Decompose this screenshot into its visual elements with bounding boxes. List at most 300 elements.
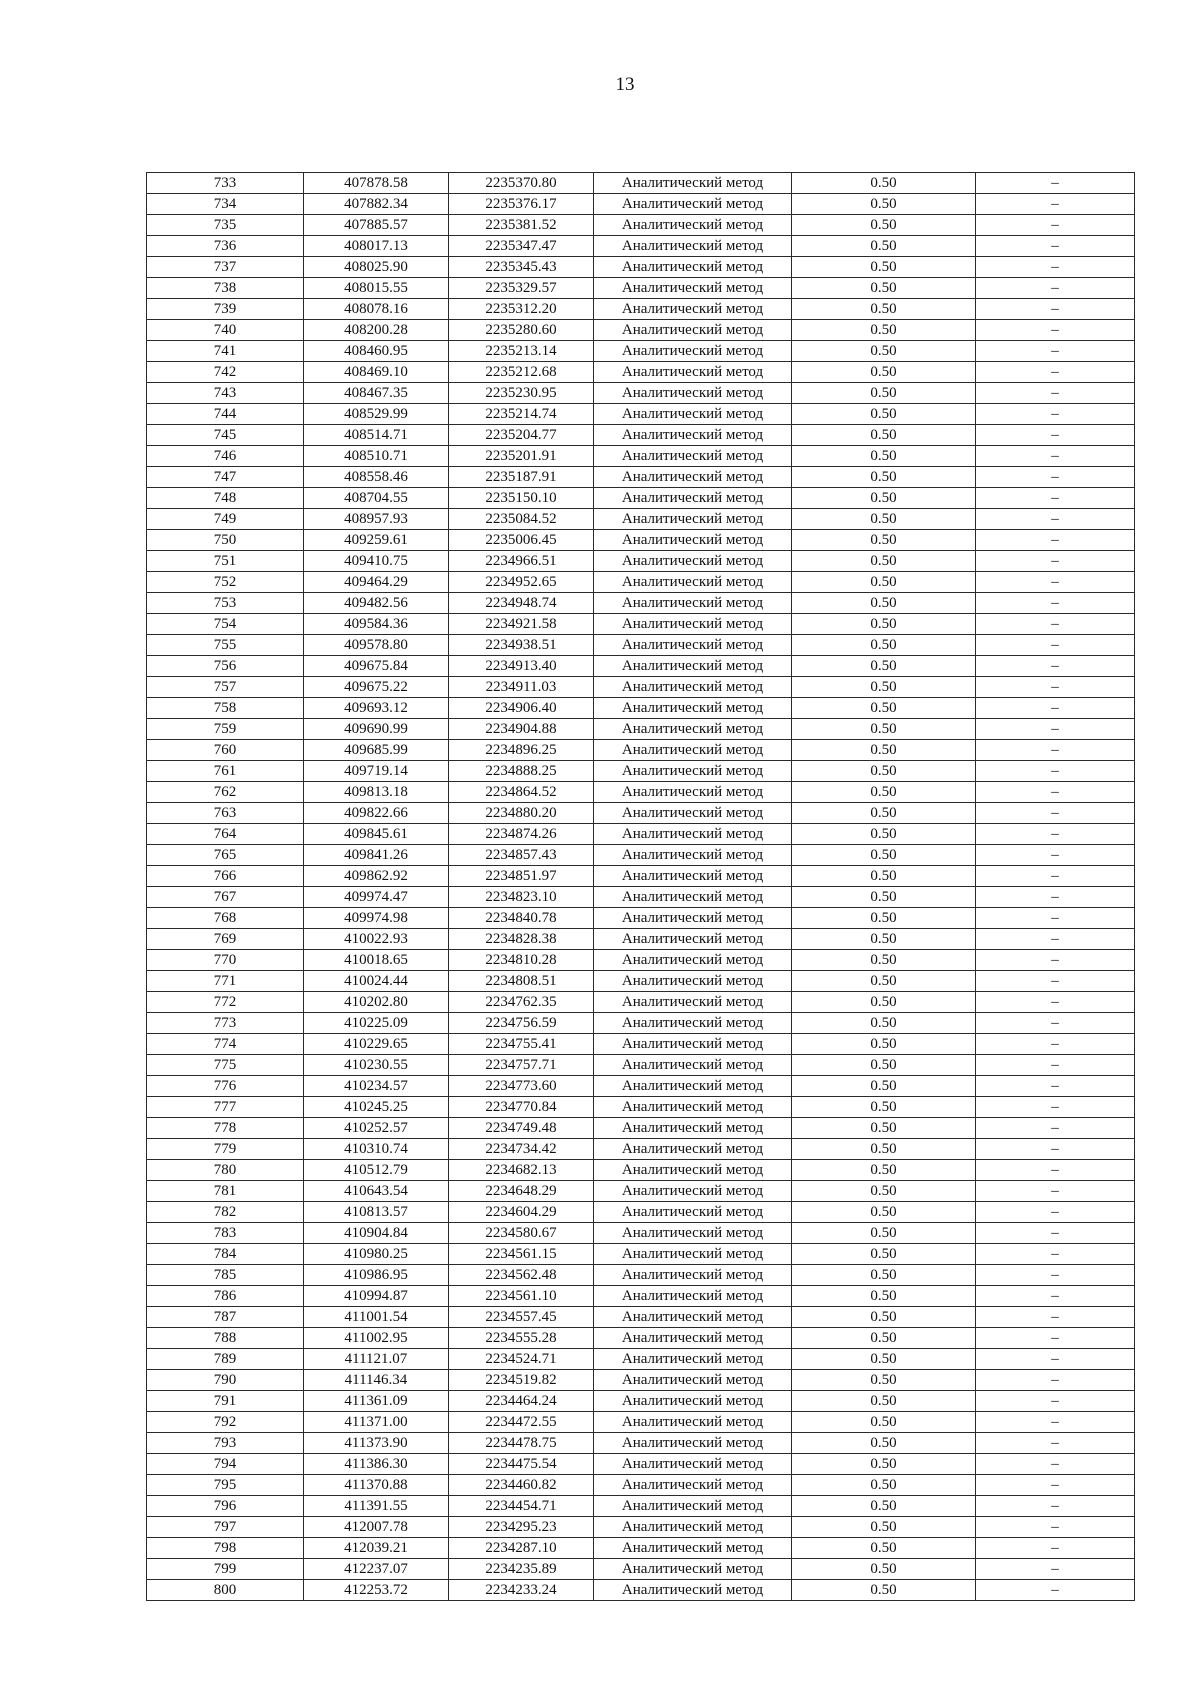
- point-number-cell: 749: [147, 509, 304, 530]
- y-coordinate-cell: 2235212.68: [449, 362, 594, 383]
- note-cell: –: [976, 1139, 1135, 1160]
- y-coordinate-cell: 2235187.91: [449, 467, 594, 488]
- method-cell: Аналитический метод: [594, 1580, 792, 1601]
- accuracy-cell: 0.50: [792, 257, 976, 278]
- note-cell: –: [976, 1265, 1135, 1286]
- x-coordinate-cell: 408514.71: [304, 425, 449, 446]
- point-number-cell: 737: [147, 257, 304, 278]
- point-number-cell: 794: [147, 1454, 304, 1475]
- accuracy-cell: 0.50: [792, 635, 976, 656]
- table-row: [147, 341, 1135, 362]
- table-row: [147, 782, 1135, 803]
- note-cell: –: [976, 950, 1135, 971]
- point-number-cell: 774: [147, 1034, 304, 1055]
- method-cell: Аналитический метод: [594, 614, 792, 635]
- note-cell: –: [976, 383, 1135, 404]
- table-row: [147, 824, 1135, 845]
- table-row: [147, 1013, 1135, 1034]
- y-coordinate-cell: 2235347.47: [449, 236, 594, 257]
- note-cell: –: [976, 362, 1135, 383]
- x-coordinate-cell: 410022.93: [304, 929, 449, 950]
- coordinates-table: [146, 172, 1135, 1601]
- note-cell: –: [976, 1181, 1135, 1202]
- accuracy-cell: 0.50: [792, 278, 976, 299]
- accuracy-cell: 0.50: [792, 1370, 976, 1391]
- x-coordinate-cell: 410230.55: [304, 1055, 449, 1076]
- y-coordinate-cell: 2234519.82: [449, 1370, 594, 1391]
- y-coordinate-cell: 2234464.24: [449, 1391, 594, 1412]
- method-cell: Аналитический метод: [594, 656, 792, 677]
- point-number-cell: 795: [147, 1475, 304, 1496]
- method-cell: Аналитический метод: [594, 1307, 792, 1328]
- method-cell: Аналитический метод: [594, 698, 792, 719]
- accuracy-cell: 0.50: [792, 383, 976, 404]
- accuracy-cell: 0.50: [792, 1055, 976, 1076]
- accuracy-cell: 0.50: [792, 1454, 976, 1475]
- note-cell: –: [976, 698, 1135, 719]
- point-number-cell: 773: [147, 1013, 304, 1034]
- table-row: [147, 950, 1135, 971]
- y-coordinate-cell: 2234864.52: [449, 782, 594, 803]
- note-cell: –: [976, 1370, 1135, 1391]
- table-row: [147, 1118, 1135, 1139]
- point-number-cell: 759: [147, 719, 304, 740]
- y-coordinate-cell: 2234478.75: [449, 1433, 594, 1454]
- note-cell: –: [976, 1517, 1135, 1538]
- x-coordinate-cell: 410234.57: [304, 1076, 449, 1097]
- accuracy-cell: 0.50: [792, 509, 976, 530]
- table-row: [147, 488, 1135, 509]
- note-cell: –: [976, 887, 1135, 908]
- accuracy-cell: 0.50: [792, 173, 976, 194]
- y-coordinate-cell: 2235150.10: [449, 488, 594, 509]
- y-coordinate-cell: 2234233.24: [449, 1580, 594, 1601]
- table-row: [147, 467, 1135, 488]
- x-coordinate-cell: 410225.09: [304, 1013, 449, 1034]
- x-coordinate-cell: 410904.84: [304, 1223, 449, 1244]
- accuracy-cell: 0.50: [792, 1286, 976, 1307]
- table-row: [147, 1076, 1135, 1097]
- x-coordinate-cell: 409675.22: [304, 677, 449, 698]
- point-number-cell: 776: [147, 1076, 304, 1097]
- y-coordinate-cell: 2235230.95: [449, 383, 594, 404]
- table-row: [147, 1160, 1135, 1181]
- accuracy-cell: 0.50: [792, 1580, 976, 1601]
- x-coordinate-cell: 409693.12: [304, 698, 449, 719]
- x-coordinate-cell: 408015.55: [304, 278, 449, 299]
- method-cell: Аналитический метод: [594, 1475, 792, 1496]
- y-coordinate-cell: 2234851.97: [449, 866, 594, 887]
- accuracy-cell: 0.50: [792, 404, 976, 425]
- x-coordinate-cell: 408469.10: [304, 362, 449, 383]
- table-row: [147, 803, 1135, 824]
- table-row: [147, 446, 1135, 467]
- accuracy-cell: 0.50: [792, 1118, 976, 1139]
- point-number-cell: 769: [147, 929, 304, 950]
- x-coordinate-cell: 407878.58: [304, 173, 449, 194]
- table-row: [147, 971, 1135, 992]
- note-cell: –: [976, 1391, 1135, 1412]
- method-cell: Аналитический метод: [594, 1391, 792, 1412]
- table-row: [147, 1097, 1135, 1118]
- y-coordinate-cell: 2234906.40: [449, 698, 594, 719]
- table-row: [147, 1538, 1135, 1559]
- table-row: [147, 383, 1135, 404]
- method-cell: Аналитический метод: [594, 803, 792, 824]
- method-cell: Аналитический метод: [594, 845, 792, 866]
- y-coordinate-cell: 2234454.71: [449, 1496, 594, 1517]
- accuracy-cell: 0.50: [792, 866, 976, 887]
- table-row: [147, 215, 1135, 236]
- note-cell: –: [976, 572, 1135, 593]
- x-coordinate-cell: 410310.74: [304, 1139, 449, 1160]
- point-number-cell: 792: [147, 1412, 304, 1433]
- table-row: [147, 1055, 1135, 1076]
- x-coordinate-cell: 411121.07: [304, 1349, 449, 1370]
- y-coordinate-cell: 2234948.74: [449, 593, 594, 614]
- point-number-cell: 768: [147, 908, 304, 929]
- table-row: [147, 1454, 1135, 1475]
- y-coordinate-cell: 2234580.67: [449, 1223, 594, 1244]
- accuracy-cell: 0.50: [792, 446, 976, 467]
- accuracy-cell: 0.50: [792, 1265, 976, 1286]
- point-number-cell: 787: [147, 1307, 304, 1328]
- accuracy-cell: 0.50: [792, 299, 976, 320]
- point-number-cell: 754: [147, 614, 304, 635]
- note-cell: –: [976, 845, 1135, 866]
- accuracy-cell: 0.50: [792, 782, 976, 803]
- table-row: [147, 929, 1135, 950]
- method-cell: Аналитический метод: [594, 236, 792, 257]
- accuracy-cell: 0.50: [792, 824, 976, 845]
- accuracy-cell: 0.50: [792, 1076, 976, 1097]
- x-coordinate-cell: 409578.80: [304, 635, 449, 656]
- note-cell: –: [976, 719, 1135, 740]
- accuracy-cell: 0.50: [792, 1412, 976, 1433]
- table-row: [147, 1202, 1135, 1223]
- x-coordinate-cell: 412237.07: [304, 1559, 449, 1580]
- note-cell: –: [976, 1013, 1135, 1034]
- accuracy-cell: 0.50: [792, 551, 976, 572]
- x-coordinate-cell: 408078.16: [304, 299, 449, 320]
- x-coordinate-cell: 409845.61: [304, 824, 449, 845]
- note-cell: –: [976, 614, 1135, 635]
- table-row: [147, 1328, 1135, 1349]
- note-cell: –: [976, 1412, 1135, 1433]
- method-cell: Аналитический метод: [594, 1055, 792, 1076]
- table-row: [147, 1559, 1135, 1580]
- method-cell: Аналитический метод: [594, 1118, 792, 1139]
- table-row: [147, 1370, 1135, 1391]
- point-number-cell: 771: [147, 971, 304, 992]
- point-number-cell: 784: [147, 1244, 304, 1265]
- y-coordinate-cell: 2234938.51: [449, 635, 594, 656]
- method-cell: Аналитический метод: [594, 362, 792, 383]
- y-coordinate-cell: 2235381.52: [449, 215, 594, 236]
- note-cell: –: [976, 761, 1135, 782]
- y-coordinate-cell: 2234880.20: [449, 803, 594, 824]
- point-number-cell: 791: [147, 1391, 304, 1412]
- accuracy-cell: 0.50: [792, 929, 976, 950]
- point-number-cell: 761: [147, 761, 304, 782]
- note-cell: –: [976, 1538, 1135, 1559]
- page-number: 13: [615, 74, 635, 95]
- accuracy-cell: 0.50: [792, 1013, 976, 1034]
- y-coordinate-cell: 2235329.57: [449, 278, 594, 299]
- x-coordinate-cell: 410252.57: [304, 1118, 449, 1139]
- x-coordinate-cell: 411361.09: [304, 1391, 449, 1412]
- method-cell: Аналитический метод: [594, 341, 792, 362]
- y-coordinate-cell: 2235280.60: [449, 320, 594, 341]
- accuracy-cell: 0.50: [792, 320, 976, 341]
- table-row: [147, 404, 1135, 425]
- accuracy-cell: 0.50: [792, 1559, 976, 1580]
- note-cell: –: [976, 299, 1135, 320]
- note-cell: –: [976, 971, 1135, 992]
- x-coordinate-cell: 408460.95: [304, 341, 449, 362]
- method-cell: Аналитический метод: [594, 1076, 792, 1097]
- method-cell: Аналитический метод: [594, 908, 792, 929]
- y-coordinate-cell: 2234770.84: [449, 1097, 594, 1118]
- y-coordinate-cell: 2235006.45: [449, 530, 594, 551]
- x-coordinate-cell: 409410.75: [304, 551, 449, 572]
- note-cell: –: [976, 1034, 1135, 1055]
- y-coordinate-cell: 2235312.20: [449, 299, 594, 320]
- accuracy-cell: 0.50: [792, 194, 976, 215]
- y-coordinate-cell: 2234561.10: [449, 1286, 594, 1307]
- table-row: [147, 677, 1135, 698]
- point-number-cell: 764: [147, 824, 304, 845]
- accuracy-cell: 0.50: [792, 1244, 976, 1265]
- x-coordinate-cell: 410245.25: [304, 1097, 449, 1118]
- table-row: [147, 1433, 1135, 1454]
- table-row: [147, 1181, 1135, 1202]
- table-row: [147, 887, 1135, 908]
- accuracy-cell: 0.50: [792, 677, 976, 698]
- accuracy-cell: 0.50: [792, 1160, 976, 1181]
- accuracy-cell: 0.50: [792, 719, 976, 740]
- point-number-cell: 782: [147, 1202, 304, 1223]
- table-row: [147, 908, 1135, 929]
- table-row: [147, 1517, 1135, 1538]
- note-cell: –: [976, 1349, 1135, 1370]
- table-row: [147, 845, 1135, 866]
- y-coordinate-cell: 2235204.77: [449, 425, 594, 446]
- table-row: [147, 992, 1135, 1013]
- point-number-cell: 740: [147, 320, 304, 341]
- y-coordinate-cell: 2235376.17: [449, 194, 594, 215]
- method-cell: Аналитический метод: [594, 1370, 792, 1391]
- y-coordinate-cell: 2234287.10: [449, 1538, 594, 1559]
- y-coordinate-cell: 2235201.91: [449, 446, 594, 467]
- method-cell: Аналитический метод: [594, 1517, 792, 1538]
- method-cell: Аналитический метод: [594, 467, 792, 488]
- note-cell: –: [976, 593, 1135, 614]
- y-coordinate-cell: 2234904.88: [449, 719, 594, 740]
- y-coordinate-cell: 2234755.41: [449, 1034, 594, 1055]
- accuracy-cell: 0.50: [792, 425, 976, 446]
- note-cell: –: [976, 656, 1135, 677]
- table-row: [147, 1412, 1135, 1433]
- y-coordinate-cell: 2234808.51: [449, 971, 594, 992]
- note-cell: –: [976, 803, 1135, 824]
- method-cell: Аналитический метод: [594, 866, 792, 887]
- point-number-cell: 798: [147, 1538, 304, 1559]
- x-coordinate-cell: 409675.84: [304, 656, 449, 677]
- note-cell: –: [976, 1118, 1135, 1139]
- note-cell: –: [976, 1076, 1135, 1097]
- accuracy-cell: 0.50: [792, 1307, 976, 1328]
- point-number-cell: 767: [147, 887, 304, 908]
- x-coordinate-cell: 410986.95: [304, 1265, 449, 1286]
- y-coordinate-cell: 2234857.43: [449, 845, 594, 866]
- accuracy-cell: 0.50: [792, 614, 976, 635]
- table-row: [147, 1349, 1135, 1370]
- accuracy-cell: 0.50: [792, 1433, 976, 1454]
- x-coordinate-cell: 409813.18: [304, 782, 449, 803]
- accuracy-cell: 0.50: [792, 572, 976, 593]
- table-row: [147, 530, 1135, 551]
- method-cell: Аналитический метод: [594, 1328, 792, 1349]
- note-cell: –: [976, 635, 1135, 656]
- note-cell: –: [976, 992, 1135, 1013]
- method-cell: Аналитический метод: [594, 782, 792, 803]
- x-coordinate-cell: 408510.71: [304, 446, 449, 467]
- x-coordinate-cell: 409719.14: [304, 761, 449, 782]
- table-row: [147, 194, 1135, 215]
- point-number-cell: 746: [147, 446, 304, 467]
- point-number-cell: 780: [147, 1160, 304, 1181]
- table-row: [147, 320, 1135, 341]
- point-number-cell: 778: [147, 1118, 304, 1139]
- method-cell: Аналитический метод: [594, 1202, 792, 1223]
- method-cell: Аналитический метод: [594, 1349, 792, 1370]
- method-cell: Аналитический метод: [594, 1034, 792, 1055]
- table-row: [147, 761, 1135, 782]
- point-number-cell: 747: [147, 467, 304, 488]
- table-row: [147, 1580, 1135, 1601]
- x-coordinate-cell: 411370.88: [304, 1475, 449, 1496]
- accuracy-cell: 0.50: [792, 236, 976, 257]
- x-coordinate-cell: 411373.90: [304, 1433, 449, 1454]
- point-number-cell: 741: [147, 341, 304, 362]
- y-coordinate-cell: 2234562.48: [449, 1265, 594, 1286]
- point-number-cell: 755: [147, 635, 304, 656]
- table-row: [147, 173, 1135, 194]
- method-cell: Аналитический метод: [594, 1454, 792, 1475]
- method-cell: Аналитический метод: [594, 446, 792, 467]
- x-coordinate-cell: 408025.90: [304, 257, 449, 278]
- y-coordinate-cell: 2234913.40: [449, 656, 594, 677]
- note-cell: –: [976, 929, 1135, 950]
- x-coordinate-cell: 412039.21: [304, 1538, 449, 1559]
- y-coordinate-cell: 2234911.03: [449, 677, 594, 698]
- y-coordinate-cell: 2234952.65: [449, 572, 594, 593]
- x-coordinate-cell: 407882.34: [304, 194, 449, 215]
- y-coordinate-cell: 2234840.78: [449, 908, 594, 929]
- note-cell: –: [976, 320, 1135, 341]
- table-row: [147, 740, 1135, 761]
- method-cell: Аналитический метод: [594, 824, 792, 845]
- point-number-cell: 757: [147, 677, 304, 698]
- y-coordinate-cell: 2234756.59: [449, 1013, 594, 1034]
- note-cell: –: [976, 257, 1135, 278]
- x-coordinate-cell: 411002.95: [304, 1328, 449, 1349]
- x-coordinate-cell: 412007.78: [304, 1517, 449, 1538]
- accuracy-cell: 0.50: [792, 950, 976, 971]
- x-coordinate-cell: 412253.72: [304, 1580, 449, 1601]
- accuracy-cell: 0.50: [792, 467, 976, 488]
- table-row: [147, 551, 1135, 572]
- table-row: [147, 1286, 1135, 1307]
- method-cell: Аналитический метод: [594, 1265, 792, 1286]
- y-coordinate-cell: 2234828.38: [449, 929, 594, 950]
- y-coordinate-cell: 2234682.13: [449, 1160, 594, 1181]
- table-row: [147, 236, 1135, 257]
- point-number-cell: 734: [147, 194, 304, 215]
- method-cell: Аналитический метод: [594, 509, 792, 530]
- y-coordinate-cell: 2234472.55: [449, 1412, 594, 1433]
- accuracy-cell: 0.50: [792, 845, 976, 866]
- point-number-cell: 735: [147, 215, 304, 236]
- note-cell: –: [976, 446, 1135, 467]
- note-cell: –: [976, 173, 1135, 194]
- table-row: [147, 572, 1135, 593]
- x-coordinate-cell: 410202.80: [304, 992, 449, 1013]
- note-cell: –: [976, 740, 1135, 761]
- x-coordinate-cell: 407885.57: [304, 215, 449, 236]
- method-cell: Аналитический метод: [594, 257, 792, 278]
- point-number-cell: 783: [147, 1223, 304, 1244]
- accuracy-cell: 0.50: [792, 740, 976, 761]
- x-coordinate-cell: 409685.99: [304, 740, 449, 761]
- point-number-cell: 775: [147, 1055, 304, 1076]
- method-cell: Аналитический метод: [594, 404, 792, 425]
- note-cell: –: [976, 215, 1135, 236]
- table-row: [147, 698, 1135, 719]
- x-coordinate-cell: 409482.56: [304, 593, 449, 614]
- y-coordinate-cell: 2235345.43: [449, 257, 594, 278]
- method-cell: Аналитический метод: [594, 677, 792, 698]
- accuracy-cell: 0.50: [792, 1349, 976, 1370]
- y-coordinate-cell: 2234524.71: [449, 1349, 594, 1370]
- method-cell: Аналитический метод: [594, 1433, 792, 1454]
- method-cell: Аналитический метод: [594, 383, 792, 404]
- accuracy-cell: 0.50: [792, 488, 976, 509]
- y-coordinate-cell: 2234561.15: [449, 1244, 594, 1265]
- x-coordinate-cell: 410994.87: [304, 1286, 449, 1307]
- note-cell: –: [976, 1433, 1135, 1454]
- y-coordinate-cell: 2234888.25: [449, 761, 594, 782]
- y-coordinate-cell: 2234557.45: [449, 1307, 594, 1328]
- method-cell: Аналитический метод: [594, 1496, 792, 1517]
- y-coordinate-cell: 2234896.25: [449, 740, 594, 761]
- note-cell: –: [976, 1454, 1135, 1475]
- note-cell: –: [976, 341, 1135, 362]
- y-coordinate-cell: 2234460.82: [449, 1475, 594, 1496]
- table-row: [147, 509, 1135, 530]
- method-cell: Аналитический метод: [594, 1559, 792, 1580]
- y-coordinate-cell: 2234966.51: [449, 551, 594, 572]
- point-number-cell: 750: [147, 530, 304, 551]
- x-coordinate-cell: 410512.79: [304, 1160, 449, 1181]
- y-coordinate-cell: 2234921.58: [449, 614, 594, 635]
- point-number-cell: 789: [147, 1349, 304, 1370]
- table-row: [147, 1475, 1135, 1496]
- x-coordinate-cell: 409690.99: [304, 719, 449, 740]
- y-coordinate-cell: 2234734.42: [449, 1139, 594, 1160]
- method-cell: Аналитический метод: [594, 551, 792, 572]
